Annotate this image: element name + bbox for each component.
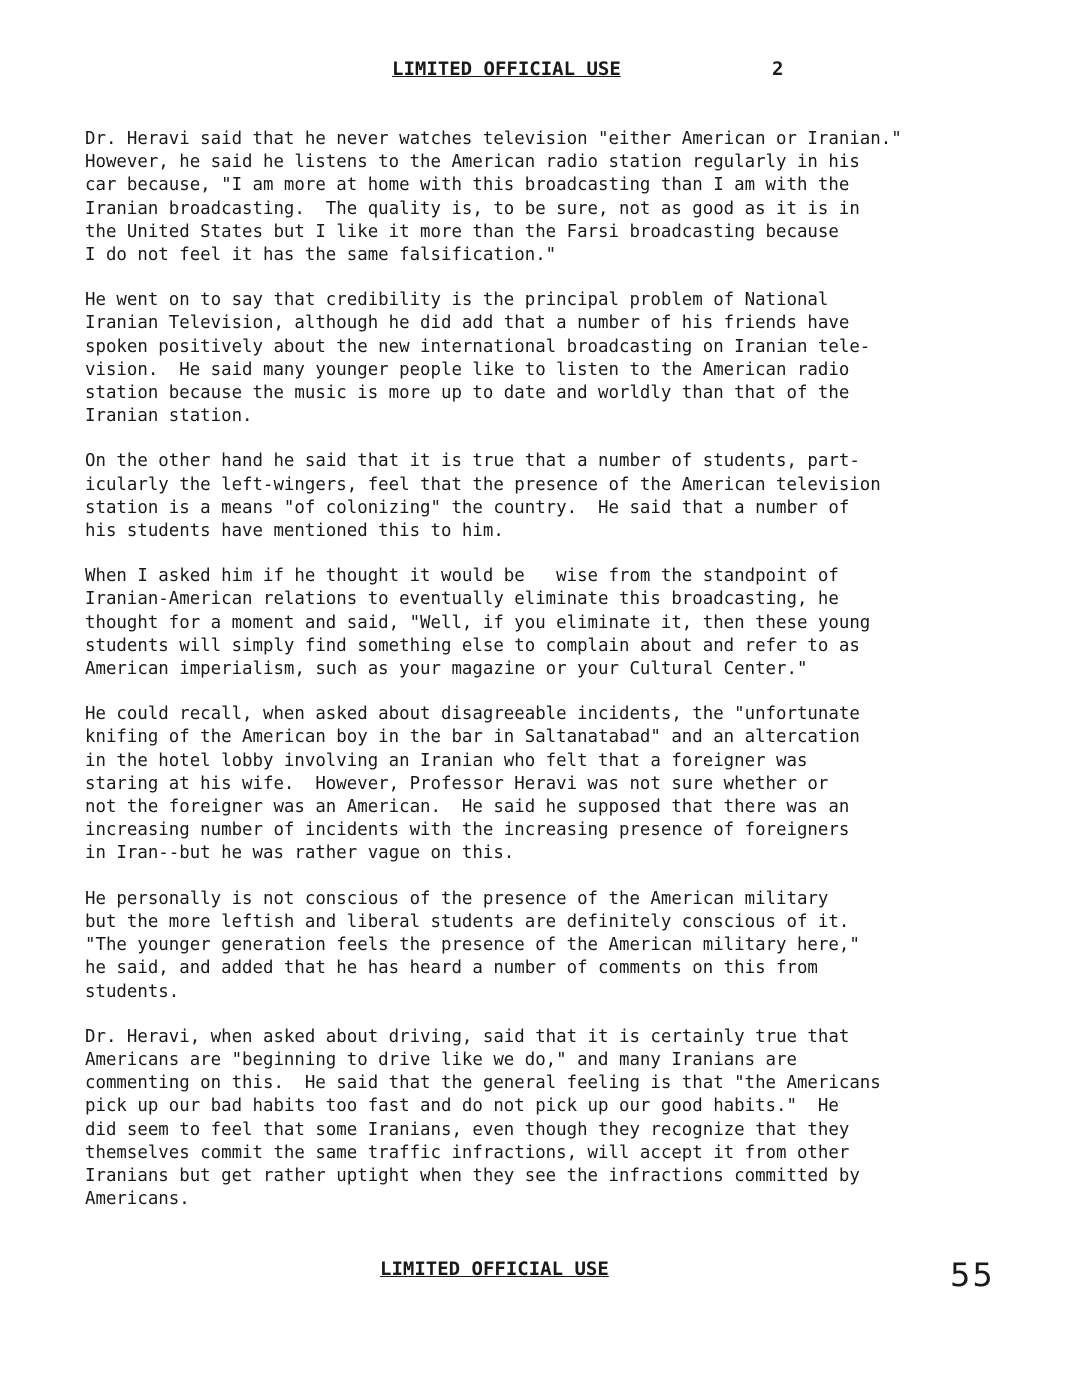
- footer-classification: LIMITED OFFICIAL USE: [380, 1258, 609, 1280]
- paragraph-incidents: He could recall, when asked about disagreeable incidents, the "unfortunate knifing of the American boy in the bar in Saltanatabad" and an altercation in the hotel lobby involving an Iranian who felt that a foreigner was staring at his wife. However, Professor Heravi was not sure whether or not the foreigner was an American. He said he supposed that there was an increasing number of incidents with the increasing presence of foreigners in Iran--but he was rather vague on this.: [85, 704, 860, 864]
- memo-body: [85, 128, 985, 1233]
- paragraph-students-colonizing: On the other hand he said that it is true that a number of students, part- icularly the left-wingers, feel that the presence of the American television station is a means "of colonizing" the country. He said that a number of his students have mentioned this to him.: [85, 451, 881, 542]
- paragraph-television-radio: Dr. Heravi said that he never watches television "either American or Iranian." However, he said he listens to the American radio station regularly in his car because, "I am more at home with this broadcasting than I am with the Iranian broadcasting. The quality is, to be sure, not as good as it is in the United States but I like it more than the Farsi broadcasting because I do not feel it has the same falsification.": [85, 129, 902, 266]
- stamped-page-number: 55: [950, 1256, 995, 1294]
- paragraph-military-presence: He personally is not conscious of the presence of the American military but the more leftish and liberal students are definitely conscious of it. "The younger generation feels the presence of the American military here," he said, and added that he has heard a number of comments on this from students.: [85, 888, 860, 1002]
- page-number: 2: [772, 58, 784, 80]
- paragraph-credibility: He went on to say that credibility is the principal problem of National Iranian Television, although he did add that a number of his friends have spoken positively about the new international broadcasting on Iranian tele- vision. He said many younger people like to listen to the American radio station because the music is more up to date and worldly than that of the Iranian station.: [85, 290, 871, 427]
- header-classification: LIMITED OFFICIAL USE: [392, 58, 621, 80]
- paragraph-driving: Dr. Heravi, when asked about driving, said that it is certainly true that Americans are "beginning to drive like we do," and many Iranians are commenting on this. He said that the general feeling is that "the Americans pick up our bad habits too fast and do not pick up our good habits." He did seem to feel that some Iranians, even though they recognize that they themselves commit the same traffic infractions, will accept it from other Iranians but get rather uptight when they see the infractions committed by Americans.: [85, 1026, 881, 1210]
- paragraph-eliminate-broadcasting: When I asked him if he thought it would be wise from the standpoint of Iranian-American relations to eventually eliminate this broadcasting, he thought for a moment and said, "Well, if you eliminate it, then these young students will simply find something else to complain about and refer to as American imperialism, such as your magazine or your Cultural Center.": [85, 566, 871, 680]
